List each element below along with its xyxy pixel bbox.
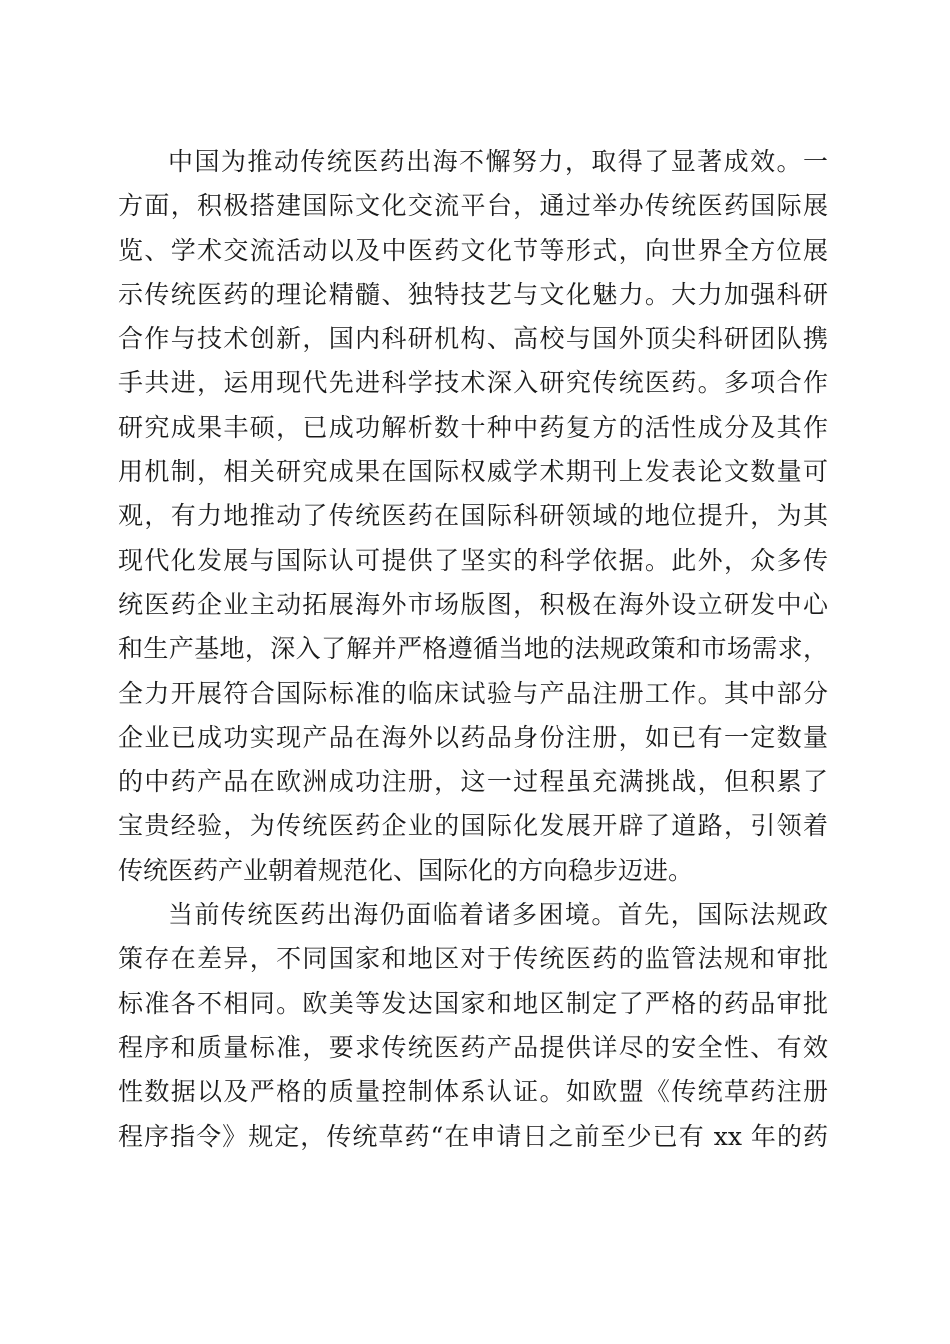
text-line: 合作与技术创新，国内科研机构、高校与国外顶尖科研团队携 [118, 324, 828, 354]
paragraph-2 [118, 893, 828, 1159]
text-line: 示传统医药的理论精髓、独特技艺与文化魅力。大力加强科研 [118, 279, 828, 309]
text-line: 传统医药产业朝着规范化、国际化的方向稳步迈进。 [118, 855, 694, 885]
text-line: 和生产基地，深入了解并严格遵循当地的法规政策和市场需求， [118, 634, 828, 664]
paragraph-1 [118, 140, 828, 893]
text-line: 性数据以及严格的质量控制体系认证。如欧盟《传统草药注册 [118, 1077, 828, 1107]
text-line: 程序指令》规定，传统草药“在申请日之前至少已有 xx 年的药 [118, 1121, 828, 1151]
text-line: 企业已成功实现产品在海外以药品身份注册，如已有一定数量 [118, 722, 828, 752]
text-line: 览、学术交流活动以及中医药文化节等形式，向世界全方位展 [118, 235, 828, 265]
text-line: 研究成果丰硕，已成功解析数十种中药复方的活性成分及其作 [118, 412, 828, 442]
text-line: 用机制，相关研究成果在国际权威学术期刊上发表论文数量可 [118, 457, 828, 487]
text-line: 方面，积极搭建国际文化交流平台，通过举办传统医药国际展 [118, 191, 828, 221]
document-body [118, 140, 828, 1159]
text-line: 全力开展符合国际标准的临床试验与产品注册工作。其中部分 [118, 678, 828, 708]
text-line: 观，有力地推动了传统医药在国际科研领域的地位提升，为其 [118, 501, 828, 531]
text-line: 统医药企业主动拓展海外市场版图，积极在海外设立研发中心 [118, 589, 828, 619]
text-line: 现代化发展与国际认可提供了坚实的科学依据。此外，众多传 [118, 545, 828, 575]
text-line: 的中药产品在欧洲成功注册，这一过程虽充满挑战，但积累了 [118, 767, 828, 797]
text-line: 手共进，运用现代先进科学技术深入研究传统医药。多项合作 [118, 368, 828, 398]
text-line: 标准各不相同。欧美等发达国家和地区制定了严格的药品审批 [118, 988, 828, 1018]
text-line: 当前传统医药出海仍面临着诸多困境。首先，国际法规政 [168, 900, 828, 930]
text-line: 宝贵经验，为传统医药企业的国际化发展开辟了道路，引领着 [118, 811, 828, 841]
text-line: 中国为推动传统医药出海不懈努力，取得了显著成效。一 [168, 147, 828, 176]
text-line: 程序和质量标准，要求传统医药产品提供详尽的安全性、有效 [118, 1032, 828, 1062]
text-line: 策存在差异，不同国家和地区对于传统医药的监管法规和审批 [118, 944, 828, 974]
